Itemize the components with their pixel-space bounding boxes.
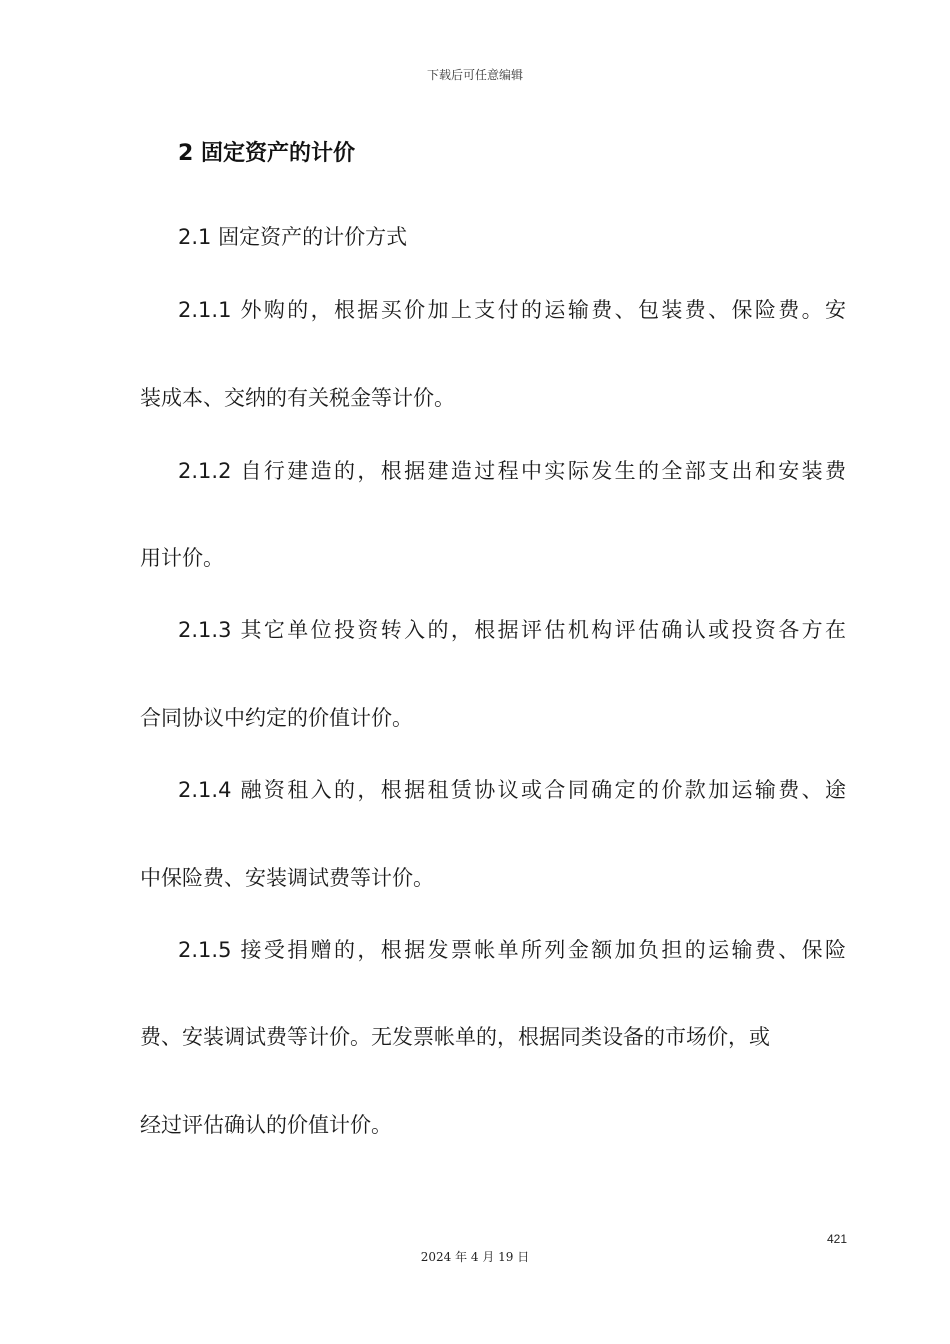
paragraph-2-1-4-line-2: 中保险费、安装调试费等计价。 [140,866,434,890]
paragraph-2-1-5-line-2: 费、安装调试费等计价。无发票帐单的，根据同类设备的市场价，或 [140,1025,770,1049]
section-heading: 2 固定资产的计价 [178,141,355,166]
page-footer-date: 2024 年 4 月 19 日 [420,1250,530,1264]
paragraph-2-1-3-line-2: 合同协议中约定的价值计价。 [140,706,413,730]
paragraph-2-1-2-line-2: 用计价。 [140,546,224,570]
paragraph-2-1-1-line-1: 2.1.1 外购的，根据买价加上支付的运输费、包装费、保险费。安 [178,298,846,322]
page-number: 421 [826,1232,847,1246]
paragraph-2-1-5-line-3: 经过评估确认的价值计价。 [140,1113,392,1137]
paragraph-2-1-3-line-1: 2.1.3 其它单位投资转入的，根据评估机构评估确认或投资各方在 [178,618,846,642]
page-header: 下载后可任意编辑 [426,68,523,82]
paragraph-2-1-2-line-1: 2.1.2 自行建造的，根据建造过程中实际发生的全部支出和安装费 [178,459,846,483]
subsection-heading: 2.1 固定资产的计价方式 [178,225,408,249]
paragraph-2-1-5-line-1: 2.1.5 接受捐赠的，根据发票帐单所列金额加负担的运输费、保险 [178,938,846,962]
paragraph-2-1-4-line-1: 2.1.4 融资租入的，根据租赁协议或合同确定的价款加运输费、途 [178,778,846,802]
paragraph-2-1-1-line-2: 装成本、交纳的有关税金等计价。 [140,386,455,410]
